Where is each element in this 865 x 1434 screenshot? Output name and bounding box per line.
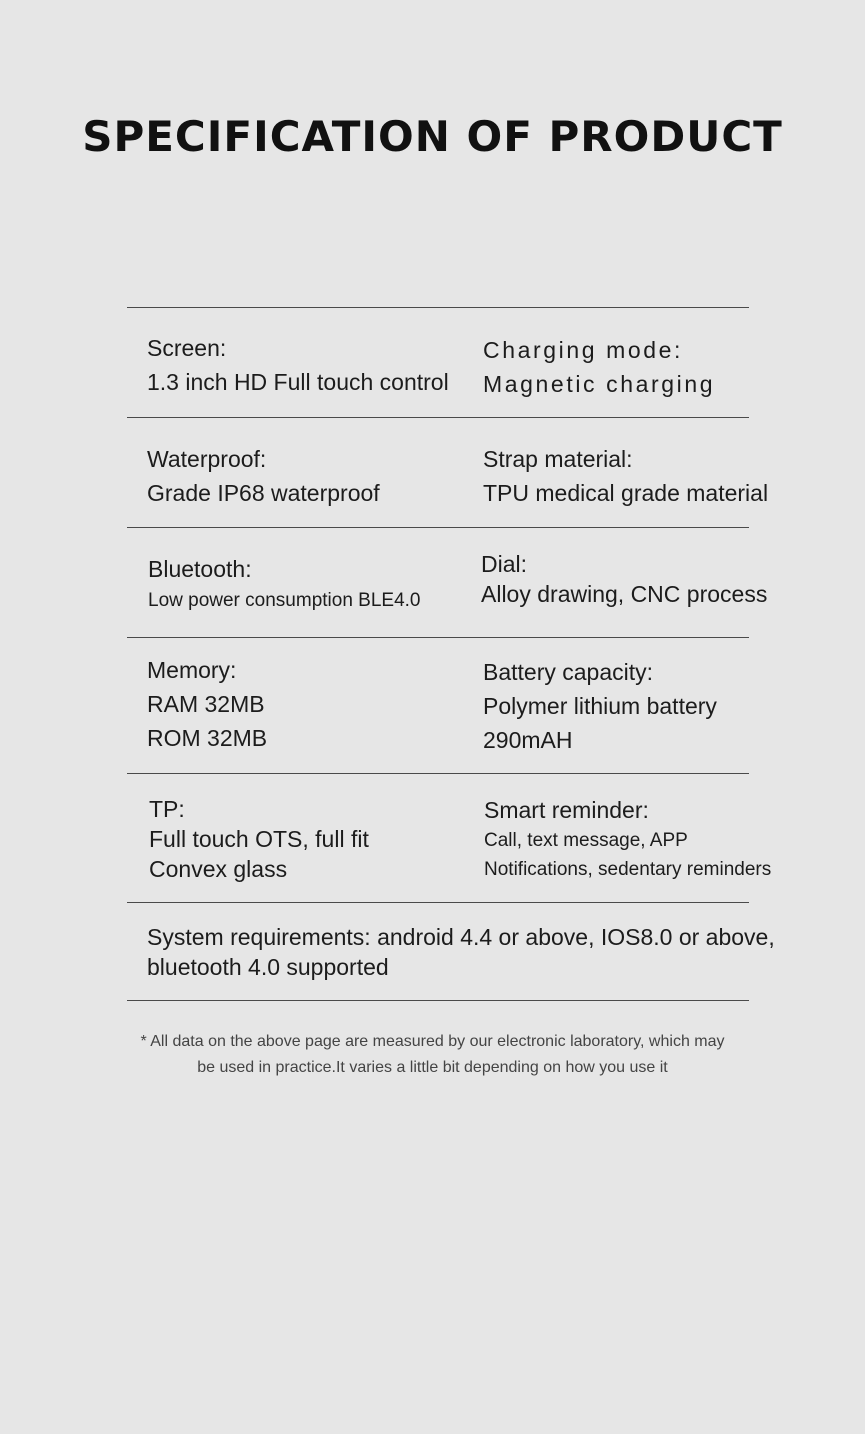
footnote-line: * All data on the above page are measured by our electronic laboratory, which may xyxy=(140,1033,725,1050)
spec-value: 1.3 inch HD Full touch control xyxy=(147,369,449,395)
spec-value: ROM 32MB xyxy=(147,725,268,751)
divider xyxy=(127,902,749,903)
divider xyxy=(127,527,749,528)
spec-tp xyxy=(149,794,369,884)
divider xyxy=(127,307,749,308)
spec-label: Battery capacity: xyxy=(483,659,654,685)
footnote-line: be used in practice.It varies a little bit depending on how you use it xyxy=(197,1059,668,1076)
divider xyxy=(127,773,749,774)
spec-label: Memory: xyxy=(147,657,237,683)
divider xyxy=(127,1000,749,1001)
spec-value: Low power consumption BLE4.0 xyxy=(148,590,421,611)
spec-value: TPU medical grade material xyxy=(483,480,769,506)
spec-value: Grade IP68 waterproof xyxy=(147,480,380,506)
spec-value: Polymer lithium battery xyxy=(483,693,717,719)
divider xyxy=(127,417,749,418)
spec-value: Alloy drawing, CNC process xyxy=(481,581,768,607)
system-requirements xyxy=(147,922,787,982)
spec-label: Smart reminder: xyxy=(484,797,649,823)
spec-bluetooth xyxy=(148,552,421,615)
spec-value: Notifications, sedentary reminders xyxy=(484,859,772,880)
spec-label: Waterproof: xyxy=(147,446,267,472)
spec-label: Bluetooth: xyxy=(148,556,252,582)
spec-value: Convex glass xyxy=(149,856,288,882)
spec-battery-capacity xyxy=(483,655,717,757)
spec-value: RAM 32MB xyxy=(147,691,265,717)
footnote xyxy=(0,1029,865,1081)
spec-waterproof xyxy=(147,442,380,510)
spec-dial xyxy=(481,549,767,609)
system-requirements-line: System requirements: android 4.4 or above, IOS8.0 or above, xyxy=(147,924,775,950)
spec-strap-material xyxy=(483,442,768,510)
system-requirements-line: bluetooth 4.0 supported xyxy=(147,954,389,980)
divider xyxy=(127,637,749,638)
spec-value: Call, text message, APP xyxy=(484,830,688,851)
spec-label: TP: xyxy=(149,796,185,822)
spec-label: Charging mode: xyxy=(483,337,684,363)
page-title: SPECIFICATION OF PRODUCT xyxy=(82,112,783,161)
spec-memory xyxy=(147,653,267,755)
spec-charging-mode xyxy=(483,333,715,401)
spec-value: 290mAH xyxy=(483,727,573,753)
spec-label: Strap material: xyxy=(483,446,633,472)
spec-value: Full touch OTS, full fit xyxy=(149,826,369,852)
spec-screen xyxy=(147,331,449,399)
spec-value: Magnetic charging xyxy=(483,371,716,397)
spec-label: Screen: xyxy=(147,335,227,361)
spec-smart-reminder xyxy=(484,794,771,884)
spec-label: Dial: xyxy=(481,551,528,577)
